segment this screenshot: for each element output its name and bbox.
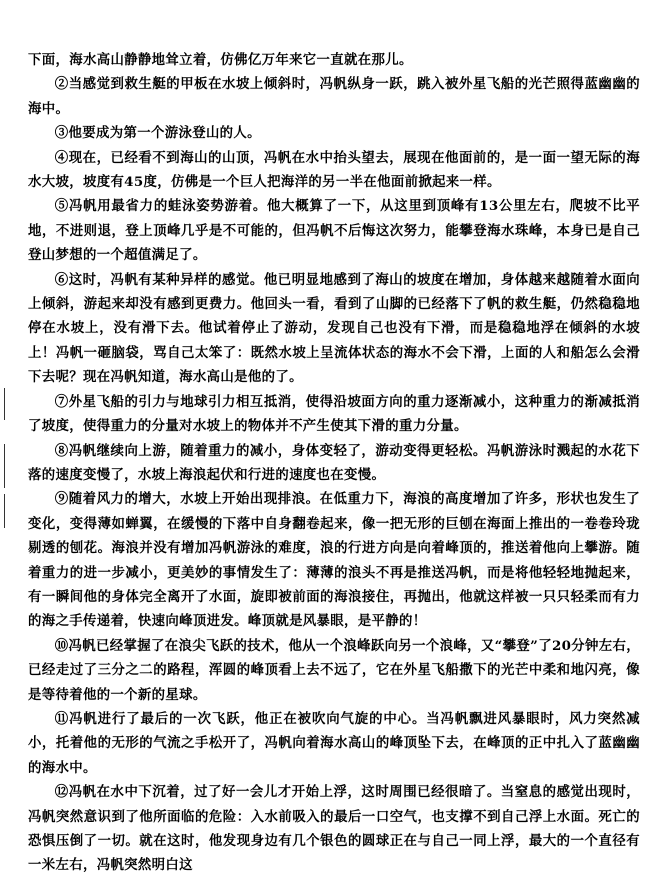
paragraph-continuation: 下面，海水高山静静地耸立着，仿佛亿万年来它一直就在那儿。	[28, 52, 413, 68]
margin-mark	[4, 444, 5, 488]
paragraph-7: ⑦外星飞船的引力与地球引力相互抵消，使得沿坡面方向的重力逐渐减小，这种重力的渐减抵消了坡度，使得重力的分量对水坡上的物体并不产生使其下滑的重力分量。	[28, 393, 640, 435]
paragraph-6: ⑥这时，冯帆有某种异样的感觉。他已明显地感到了海山的坡度在增加，身体越来越随着水面向上倾斜，游起来却没有感到更费力。他回头一看，看到了山脚的已经落下了帆的救生艇，仍然稳稳地停在水坡上，没有滑下去。他试着停止了游动，发现自己也没有下滑，而是稳稳地浮在倾斜的水坡上！冯帆一砸脑袋，骂自己太笨了：既然水坡上呈流体状态的海水不会下滑，上面的人和船怎么会滑下去呢？现在冯帆知道，海水高山是他的了。	[28, 271, 640, 386]
paragraph-9: ⑨随着风力的增大，水坡上开始出现排浪。在低重力下，海浪的高度增加了许多，形状也发生了变化，变得薄如蝉翼，在缓慢的下落中自身翻卷起来，像一把无形的巨刨在海面上推出的一卷卷玲珑剔透的刨花。海浪并没有增加冯帆游泳的难度，浪的行进方向是向着峰顶的，推送着他向上攀游。随着重力的进一步减小，更美妙的事情发生了：薄薄的浪头不再是推送冯帆，而是将他轻轻地抛起来，有一瞬间他的身体完全离开了水面，旋即被前面的海浪接住，再抛出，他就这样被一只只轻柔而有力的海之手传递着，快速向峰顶进发。峰顶就是风暴眼，是平静的！	[28, 491, 640, 630]
paragraph-11: ⑪冯帆进行了最后的一次飞跃，他正在被吹向气旋的中心。当冯帆飘进风暴眼时，风力突然减小，托着他的无形的气流之手松开了，冯帆向着海水高山的峰顶坠下去，在峰顶的正中扎入了蓝幽幽的海水中。	[28, 710, 640, 776]
paragraph-3: ③他要成为第一个游泳登山的人。	[54, 125, 261, 142]
document-page	[28, 0, 640, 878]
paragraph-4: ④现在，已经看不到海山的山顶，冯帆在水中抬头望去，展现在他面前的，是一面一望无际的海水大坡，坡度有45度，仿佛是一个巨人把海洋的另一半在他面前掀起来一样。	[28, 149, 640, 191]
paragraph-2: ②当感觉到救生艇的甲板在水坡上倾斜时，冯帆纵身一跃，跳入被外星飞船的光芒照得蓝幽幽的海中。	[28, 76, 640, 117]
margin-mark	[4, 388, 5, 420]
margin-mark	[4, 494, 5, 528]
paragraph-10: ⑩冯帆已经掌握了在浪尖飞跃的技术，他从一个浪峰跃向另一个浪峰，又“攀登”了20分钟左右，已经走过了三分之二的路程，浑圆的峰顶看上去不远了，它在外星飞船撒下的光芒中柔和地闪亮，像是等待着他的一个新的星球。	[28, 637, 640, 703]
paragraph-5: ⑤冯帆用最省力的蛙泳姿势游着。他大概算了一下，从这里到顶峰有13公里左右，爬坡不比平地，不进则退，登上顶峰几乎是不可能的，但冯帆不后悔这次努力，能攀登海水珠峰，本身已是自己登山梦想的一个超值满足了。	[28, 198, 640, 264]
paragraph-8: ⑧冯帆继续向上游，随着重力的减小，身体变轻了，游动变得更轻松。冯帆游泳时溅起的水花下落的速度变慢了，水坡上海浪起伏和行进的速度也在变慢。	[28, 442, 640, 483]
paragraph-12: ⑫冯帆在水中下沉着，过了好一会儿才开始上浮，这时周围已经很暗了。当窒息的感觉出现时，冯帆突然意识到了他所面临的危险：入水前吸入的最后一口空气，也支撑不到自己浮上水面。死亡的恐惧压倒了一切。就在这时，他发现身边有几个银色的圆球正在与自己一同上浮，最大的一个直径有一米左右，冯帆突然明白这	[28, 784, 640, 874]
